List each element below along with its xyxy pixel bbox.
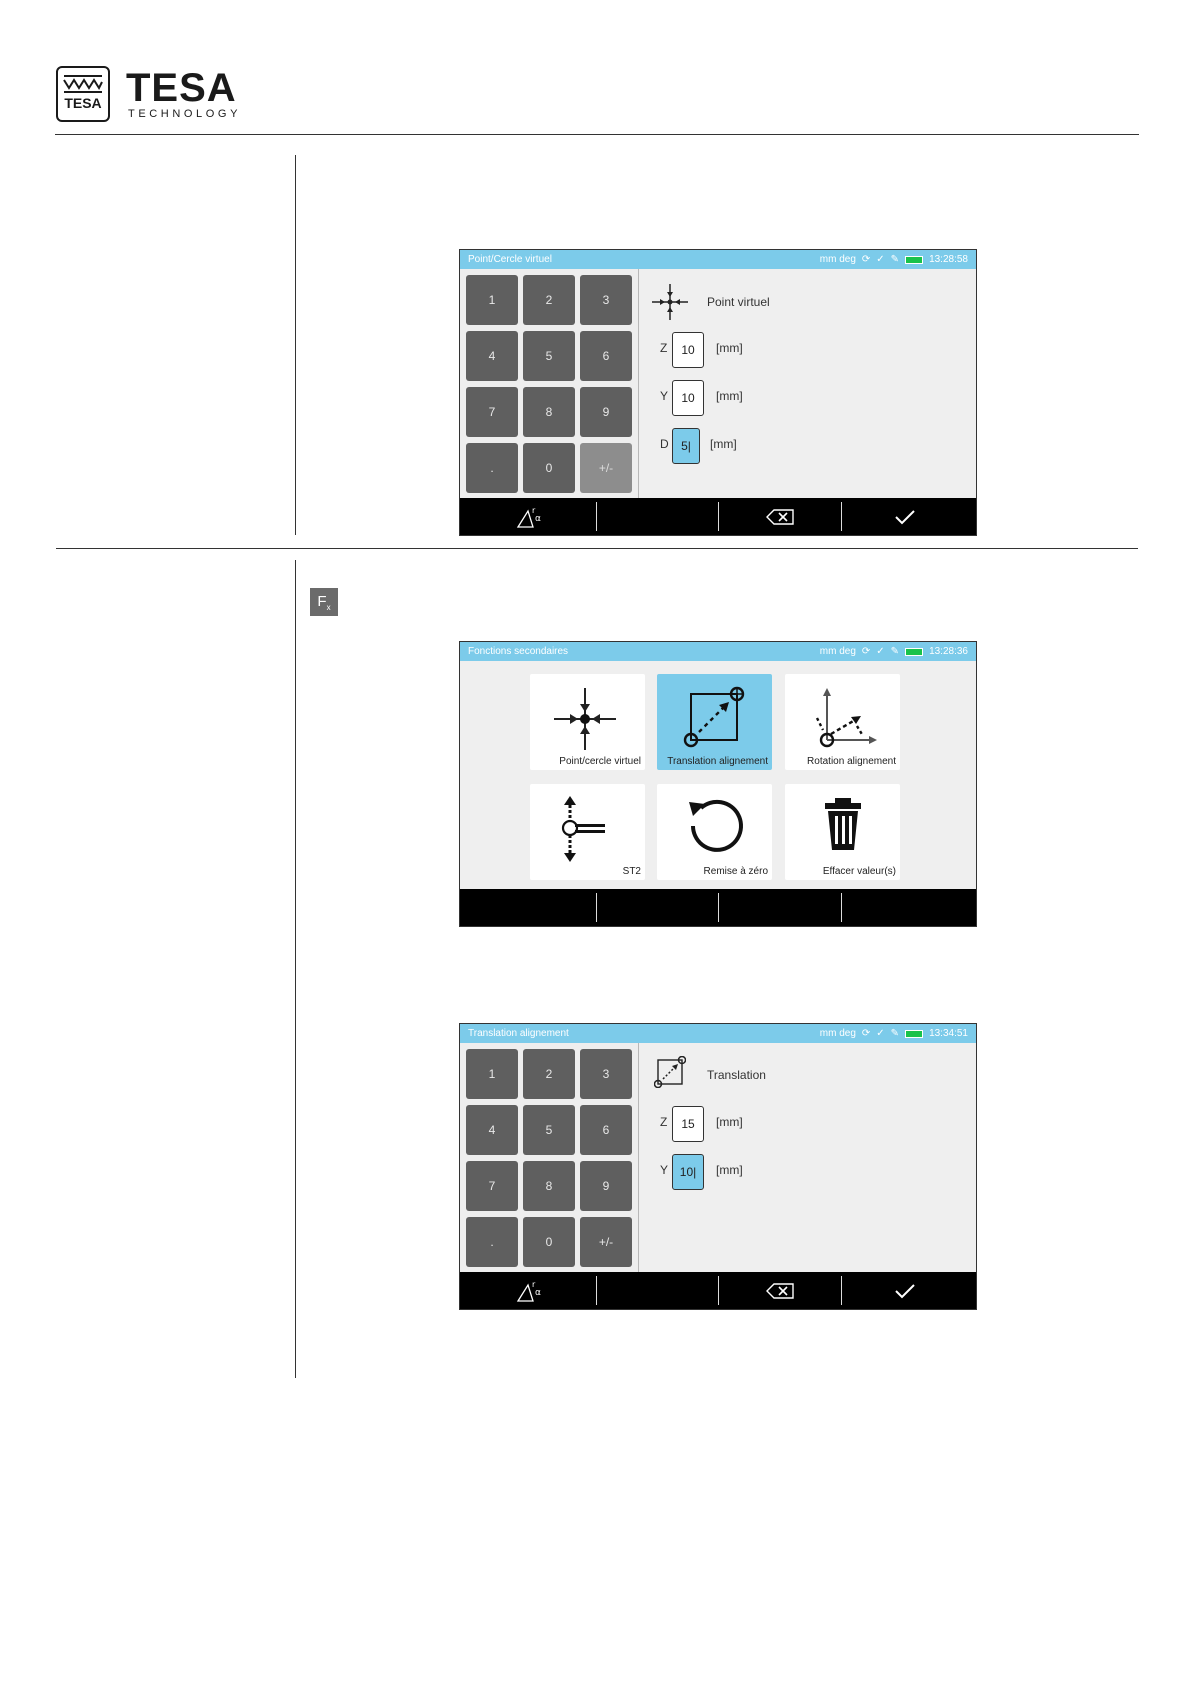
bottom-toolbar [460, 889, 976, 926]
screen-translation-alignment [459, 1023, 977, 1310]
screen-title: Fonctions secondaires [468, 646, 569, 657]
svg-text:α: α [535, 1287, 541, 1298]
tile-label: Remise à zéro [703, 866, 768, 877]
svg-text:α: α [535, 513, 541, 524]
toolbar-separator [841, 893, 842, 922]
key-0[interactable]: 0 [523, 1217, 575, 1267]
tesa-logo-mark [56, 66, 110, 122]
trash-icon [821, 796, 865, 852]
confirm-button[interactable] [875, 498, 935, 535]
probe-status-icon: ✎ [890, 646, 900, 657]
svg-text:TESA: TESA [64, 95, 102, 111]
column-divider [295, 560, 296, 1378]
mode-label: Point virtuel [707, 295, 770, 309]
key-plus-minus[interactable]: +/- [580, 1217, 632, 1267]
tile-label: Point/cercle virtuel [559, 756, 641, 767]
field-label-z: Z [660, 1115, 668, 1129]
y-unit: [mm] [716, 1163, 743, 1177]
z-input[interactable]: 10 [672, 332, 704, 368]
toolbar-separator [718, 502, 719, 531]
screen-secondary-functions [459, 641, 977, 927]
key-plus-minus[interactable]: +/- [580, 443, 632, 493]
battery-icon [905, 648, 923, 656]
key-8[interactable]: 8 [523, 387, 575, 437]
column-divider [295, 155, 296, 535]
screen-titlebar [460, 250, 976, 269]
connection-icon: ⟳ [861, 254, 871, 265]
backspace-button[interactable] [750, 1272, 810, 1309]
key-4[interactable]: 4 [466, 331, 518, 381]
screen-title: Translation alignement [468, 1028, 569, 1039]
status-area [820, 250, 968, 269]
y-input[interactable]: 10 [672, 380, 704, 416]
bottom-toolbar [460, 1272, 976, 1309]
checkmark-icon [893, 1282, 917, 1300]
clock: 13:28:58 [929, 254, 968, 265]
clock: 13:28:36 [929, 646, 968, 657]
key-0[interactable]: 0 [523, 443, 575, 493]
field-label-y: Y [660, 1163, 669, 1177]
signal-icon: ✓ [876, 1028, 885, 1039]
key-6[interactable]: 6 [580, 331, 632, 381]
fx-icon-letter: F [317, 593, 327, 610]
units-indicator: mm deg [819, 1028, 856, 1039]
key-5[interactable]: 5 [523, 331, 575, 381]
section-divider [56, 548, 1138, 549]
numeric-keypad [460, 1043, 639, 1272]
field-label-y: Y [660, 389, 669, 403]
triangle-angle-icon [515, 1279, 545, 1303]
units-indicator: mm deg [819, 254, 856, 265]
brand-name: TESA [126, 66, 237, 110]
key-decimal[interactable]: . [466, 1217, 518, 1267]
screen-virtual-point [459, 249, 977, 536]
field-label-z: Z [660, 341, 668, 355]
fx-icon-subscript: x [326, 603, 331, 612]
tile-label: Effacer valeur(s) [822, 866, 896, 877]
key-6[interactable]: 6 [580, 1105, 632, 1155]
key-3[interactable]: 3 [580, 1049, 632, 1099]
connection-icon: ⟳ [861, 1028, 871, 1039]
toolbar-separator [596, 893, 597, 922]
screen-titlebar [460, 1024, 976, 1043]
z-input[interactable]: 15 [672, 1106, 704, 1142]
tile-reset-zero[interactable] [657, 784, 772, 880]
key-5[interactable]: 5 [523, 1105, 575, 1155]
checkmark-icon [893, 508, 917, 526]
tile-translation-alignment[interactable] [657, 674, 772, 770]
toolbar-separator [596, 502, 597, 531]
y-input[interactable]: 10| [672, 1154, 704, 1190]
tile-st2[interactable] [530, 784, 645, 880]
connection-icon: ⟳ [861, 646, 871, 657]
probe-status-icon: ✎ [890, 254, 900, 265]
translation-icon [654, 1056, 686, 1088]
backspace-icon [765, 1282, 795, 1300]
key-1[interactable]: 1 [466, 275, 518, 325]
status-area [820, 642, 968, 661]
toolbar-separator [718, 893, 719, 922]
virtual-point-icon [650, 282, 690, 322]
key-7[interactable]: 7 [466, 1161, 518, 1211]
tile-virtual-point[interactable] [530, 674, 645, 770]
key-7[interactable]: 7 [466, 387, 518, 437]
probe-icon [558, 796, 610, 862]
battery-icon [905, 256, 923, 264]
battery-icon [905, 1030, 923, 1038]
key-2[interactable]: 2 [523, 275, 575, 325]
backspace-button[interactable] [750, 498, 810, 535]
tile-label: Rotation alignement [807, 756, 896, 767]
virtual-point-icon [552, 686, 618, 752]
brand-tagline: TECHNOLOGY [128, 108, 242, 120]
confirm-button[interactable] [875, 1272, 935, 1309]
svg-text:r: r [532, 505, 536, 515]
units-indicator: mm deg [819, 646, 856, 657]
key-2[interactable]: 2 [523, 1049, 575, 1099]
fx-function-icon [310, 588, 338, 616]
screen-titlebar [460, 642, 976, 661]
toolbar-separator [596, 1276, 597, 1305]
tile-rotation-alignment[interactable] [785, 674, 900, 770]
screen-title: Point/Cercle virtuel [468, 254, 552, 265]
bottom-toolbar [460, 498, 976, 535]
toolbar-separator [718, 1276, 719, 1305]
mode-label: Translation [707, 1068, 766, 1082]
triangle-measure-button[interactable] [500, 498, 560, 535]
y-unit: [mm] [716, 389, 743, 403]
z-unit: [mm] [716, 1115, 743, 1129]
toolbar-separator [841, 1276, 842, 1305]
key-9[interactable]: 9 [580, 387, 632, 437]
key-9[interactable]: 9 [580, 1161, 632, 1211]
tile-label: ST2 [622, 866, 641, 877]
tile-label: Translation alignement [667, 756, 768, 767]
d-input[interactable]: 5| [672, 428, 700, 464]
probe-status-icon: ✎ [890, 1028, 900, 1039]
header-divider [55, 134, 1139, 135]
numeric-keypad [460, 269, 639, 498]
signal-icon: ✓ [876, 254, 885, 265]
reset-icon [685, 794, 745, 854]
triangle-measure-button[interactable] [500, 1272, 560, 1309]
rotation-icon [811, 686, 877, 752]
z-unit: [mm] [716, 341, 743, 355]
triangle-angle-icon [515, 505, 545, 529]
status-area [820, 1024, 968, 1043]
field-label-d: D [660, 437, 669, 451]
key-decimal[interactable]: . [466, 443, 518, 493]
tile-clear-values[interactable] [785, 784, 900, 880]
key-3[interactable]: 3 [580, 275, 632, 325]
signal-icon: ✓ [876, 646, 885, 657]
key-4[interactable]: 4 [466, 1105, 518, 1155]
clock: 13:34:51 [929, 1028, 968, 1039]
key-1[interactable]: 1 [466, 1049, 518, 1099]
backspace-icon [765, 508, 795, 526]
key-8[interactable]: 8 [523, 1161, 575, 1211]
translation-icon [683, 686, 745, 748]
d-unit: [mm] [710, 437, 737, 451]
svg-text:r: r [532, 1279, 536, 1289]
toolbar-separator [841, 502, 842, 531]
